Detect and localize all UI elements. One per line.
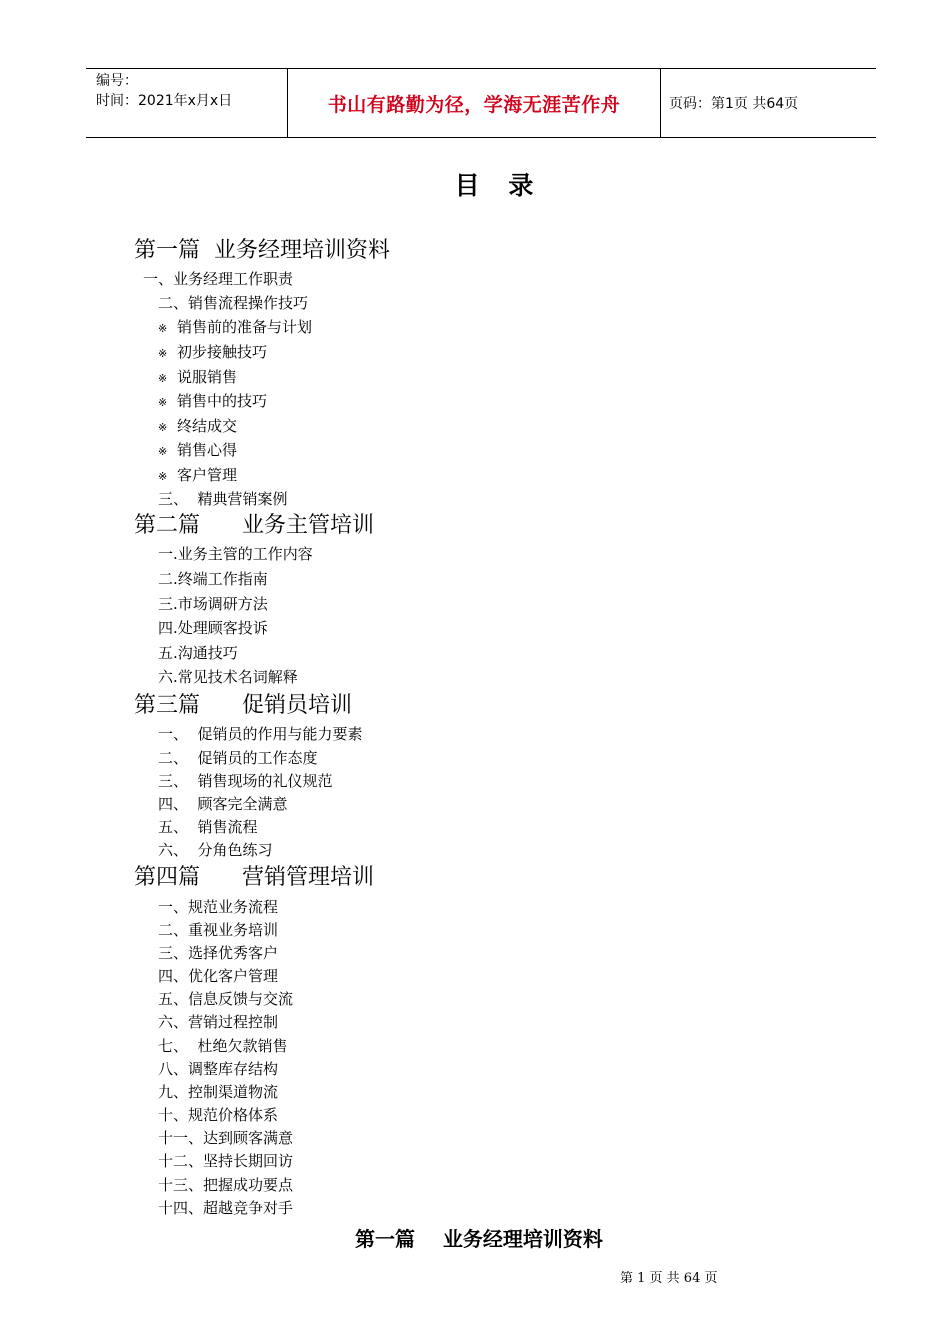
toc-item[interactable] bbox=[158, 966, 278, 986]
toc-item[interactable] bbox=[158, 367, 237, 389]
toc-item[interactable] bbox=[158, 317, 312, 339]
toc-item-label: 十三、把握成功要点 bbox=[158, 1176, 294, 1194]
toc-item-label: 四.处理顾客投诉 bbox=[158, 619, 268, 637]
toc-item-label: 二、 促销员的工作态度 bbox=[158, 749, 318, 767]
toc-item-label: 七、 杜绝欠款销售 bbox=[158, 1037, 288, 1055]
toc-item-label: 销售中的技巧 bbox=[177, 392, 268, 410]
toc-item-label: 九、控制渠道物流 bbox=[158, 1083, 279, 1101]
toc-part-title[interactable]: 第四篇 营销管理培训 bbox=[134, 865, 374, 890]
toc-item[interactable] bbox=[158, 1151, 293, 1171]
toc-item-label: 六.常见技术名词解释 bbox=[158, 668, 298, 686]
toc-item[interactable] bbox=[158, 771, 333, 791]
toc-title: 目 录 bbox=[454, 171, 544, 200]
toc-item[interactable] bbox=[158, 465, 237, 487]
toc-item[interactable] bbox=[158, 817, 258, 837]
toc-item-label: 二、销售流程操作技巧 bbox=[158, 294, 309, 312]
toc-item[interactable] bbox=[158, 1012, 278, 1032]
toc-item-label: 终结成交 bbox=[177, 417, 238, 435]
reference-mark-bullet: ※ bbox=[158, 347, 168, 360]
toc-item[interactable] bbox=[143, 269, 293, 289]
toc-item-label: 三、 精典营销案例 bbox=[158, 490, 288, 508]
toc-item-label: 二.终端工作指南 bbox=[158, 570, 268, 588]
toc-item[interactable] bbox=[158, 897, 278, 917]
page-footer: 第 1 页 共 64 页 bbox=[620, 1271, 718, 1286]
header-time-label: 时间：2021年x月x日 bbox=[96, 93, 233, 109]
toc-item[interactable] bbox=[158, 1036, 288, 1056]
toc-item-label: 三、 销售现场的礼仪规范 bbox=[158, 772, 333, 790]
toc-item[interactable] bbox=[158, 489, 288, 509]
toc-item[interactable] bbox=[158, 1198, 293, 1218]
toc-item[interactable] bbox=[158, 1105, 278, 1125]
toc-item[interactable] bbox=[158, 748, 318, 768]
header-slogan: 书山有路勤为径，学海无涯苦作舟 bbox=[327, 93, 621, 116]
section-heading: 第一篇 业务经理培训资料 bbox=[355, 1227, 603, 1251]
toc-item-label: 五、 销售流程 bbox=[158, 818, 258, 836]
toc-item-label: 十四、超越竞争对手 bbox=[158, 1199, 294, 1217]
toc-item-label: 四、 顾客完全满意 bbox=[158, 795, 288, 813]
toc-item[interactable] bbox=[158, 1128, 293, 1148]
toc-item[interactable] bbox=[158, 1082, 278, 1102]
toc-item-label: 五.沟通技巧 bbox=[158, 644, 238, 662]
reference-mark-bullet: ※ bbox=[158, 421, 168, 434]
reference-mark-bullet: ※ bbox=[158, 470, 168, 483]
toc-item[interactable] bbox=[158, 794, 288, 814]
toc-item-label: 一、规范业务流程 bbox=[158, 898, 279, 916]
toc-item-label: 十一、达到顾客满意 bbox=[158, 1129, 294, 1147]
reference-mark-bullet: ※ bbox=[158, 445, 168, 458]
toc-item-label: 一、 促销员的作用与能力要素 bbox=[158, 725, 363, 743]
toc-item[interactable] bbox=[158, 293, 308, 313]
toc-item-label: 说服销售 bbox=[177, 368, 238, 386]
header-number-label: 编号： bbox=[96, 73, 138, 89]
toc-item-label: 三、选择优秀客户 bbox=[158, 944, 279, 962]
toc-item[interactable] bbox=[158, 1059, 278, 1079]
toc-item[interactable] bbox=[158, 544, 313, 564]
reference-mark-bullet: ※ bbox=[158, 372, 168, 385]
toc-item[interactable] bbox=[158, 391, 267, 413]
reference-mark-bullet: ※ bbox=[158, 322, 168, 335]
toc-item-label: 客户管理 bbox=[177, 466, 238, 484]
toc-item[interactable] bbox=[158, 840, 273, 860]
toc-item[interactable] bbox=[158, 1175, 293, 1195]
header-page-info: 页码：第1页 共64页 bbox=[669, 96, 799, 112]
toc-item-label: 二、重视业务培训 bbox=[158, 921, 279, 939]
toc-item[interactable] bbox=[158, 643, 238, 663]
toc-item-label: 八、调整库存结构 bbox=[158, 1060, 279, 1078]
toc-item[interactable] bbox=[158, 618, 268, 638]
toc-item-label: 一.业务主管的工作内容 bbox=[158, 545, 313, 563]
toc-item[interactable] bbox=[158, 342, 267, 364]
toc-item-label: 销售心得 bbox=[177, 441, 238, 459]
toc-item[interactable] bbox=[158, 943, 278, 963]
toc-item-label: 一、业务经理工作职责 bbox=[143, 270, 294, 288]
toc-item-label: 销售前的准备与计划 bbox=[177, 318, 313, 336]
toc-item[interactable] bbox=[158, 569, 268, 589]
toc-item[interactable] bbox=[158, 594, 268, 614]
toc-item-label: 三.市场调研方法 bbox=[158, 595, 268, 613]
toc-part-title[interactable]: 第一篇 业务经理培训资料 bbox=[134, 238, 390, 263]
toc-part-title[interactable]: 第三篇 促销员培训 bbox=[134, 693, 352, 718]
toc-item[interactable] bbox=[158, 989, 293, 1009]
toc-item-label: 初步接触技巧 bbox=[177, 343, 268, 361]
toc-item[interactable] bbox=[158, 920, 278, 940]
toc-item-label: 五、信息反馈与交流 bbox=[158, 990, 294, 1008]
toc-part-title[interactable]: 第二篇 业务主管培训 bbox=[134, 513, 374, 538]
toc-item-label: 十、规范价格体系 bbox=[158, 1106, 279, 1124]
toc-item[interactable] bbox=[158, 416, 237, 438]
reference-mark-bullet: ※ bbox=[158, 396, 168, 409]
toc-item[interactable] bbox=[158, 440, 237, 462]
toc-item[interactable] bbox=[158, 667, 298, 687]
toc-item-label: 十二、坚持长期回访 bbox=[158, 1152, 294, 1170]
toc-item-label: 六、营销过程控制 bbox=[158, 1013, 279, 1031]
toc-item-label: 四、优化客户管理 bbox=[158, 967, 279, 985]
toc-item-label: 六、 分角色练习 bbox=[158, 841, 273, 859]
toc-item[interactable] bbox=[158, 724, 363, 744]
